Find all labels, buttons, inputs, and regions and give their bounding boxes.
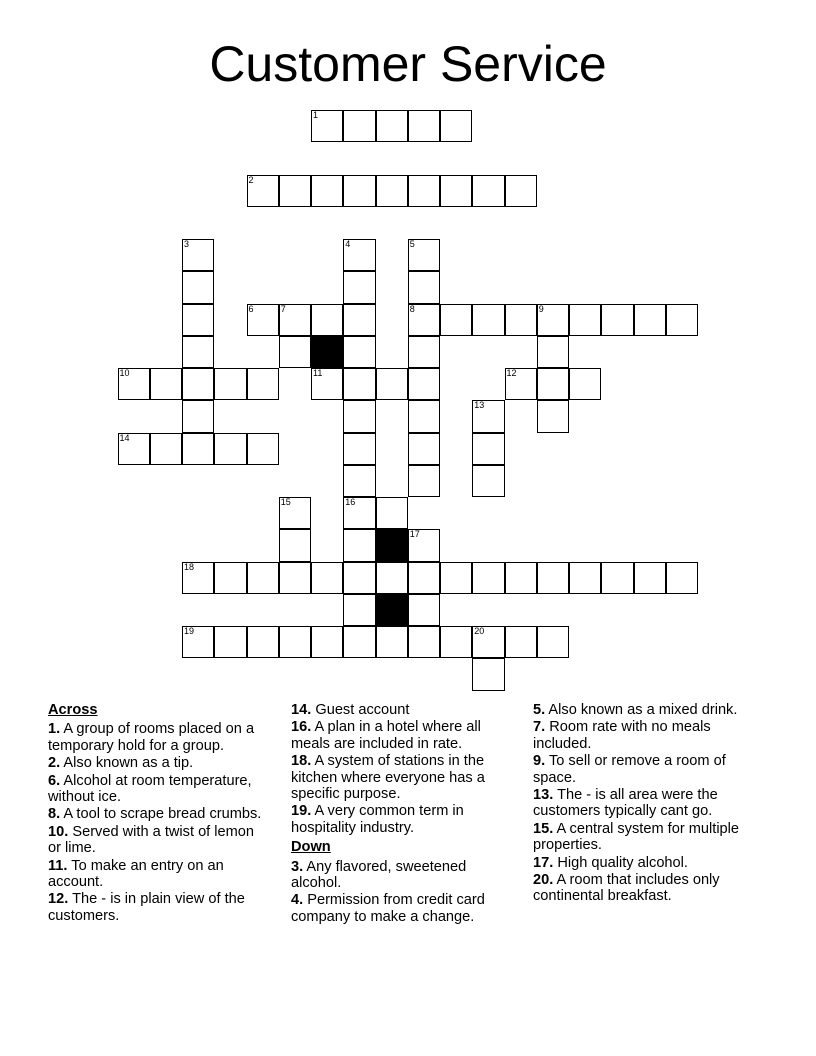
grid-cell-13[interactable] [472,400,504,432]
grid-cell-15[interactable] [279,497,311,529]
grid-cell[interactable] [182,304,214,336]
clue-number: 10. [48,823,69,840]
grid-cell[interactable] [182,433,214,465]
grid-cell[interactable] [505,562,537,594]
grid-cell[interactable] [537,562,569,594]
clue-text: High quality alcohol. [553,854,688,871]
clue-number-label: 20 [474,626,485,636]
grid-cell-20[interactable] [472,626,504,658]
clue-number-label: 12 [506,368,517,378]
clue-item [48,824,270,857]
clue-item [48,755,270,771]
clue-number-label: 1 [313,110,319,120]
clue-text: The - is in plain view of the customers. [48,891,245,924]
grid-cell[interactable] [311,626,343,658]
clue-number-label: 13 [474,400,485,411]
clue-number: 9. [533,753,546,770]
clue-text: Any flavored, sweetened alcohol. [291,858,467,892]
clue-number: 13. [533,787,554,804]
grid-cell-6[interactable] [247,304,279,336]
clue-number-label: 15 [280,497,291,507]
black-square [376,529,408,561]
clue-item [533,821,763,854]
clue-number-label: 19 [184,626,195,636]
clue-text: A system of stations in the kitchen where everyone has a specific purpose. [291,753,485,803]
grid-cell[interactable] [537,336,569,368]
clue-text: To make an entry on an account. [48,857,224,891]
grid-cell[interactable] [601,304,633,336]
clue-number: 20. [533,872,554,889]
grid-cell-5[interactable] [408,239,440,271]
grid-cell[interactable] [408,433,440,465]
grid-cell[interactable] [214,368,246,400]
clue-number-label: 10 [119,368,130,378]
clue-number: 3. [291,858,304,875]
grid-cell[interactable] [634,562,666,594]
grid-cell[interactable] [311,304,343,336]
clue-number-label: 2 [248,174,254,185]
clue-text: A plan in a hotel where all meals are included in rate. [291,719,481,752]
clue-item [291,753,513,802]
across-clue-list-continued [291,702,513,836]
grid-cell[interactable] [376,497,408,529]
grid-cell[interactable] [214,562,246,594]
grid-cell-9[interactable] [537,304,569,336]
grid-cell[interactable] [537,626,569,658]
grid-cell[interactable] [182,336,214,368]
clue-item [48,721,270,754]
grid-cell[interactable] [343,562,375,594]
clue-text: Room rate with no meals included. [533,719,711,752]
clue-text: The - is all area were the customers typically cant go. [533,787,718,820]
grid-cell[interactable] [569,368,601,400]
grid-cell[interactable] [343,271,375,303]
clue-text: A very common term in hospitality industry. [291,803,464,836]
grid-cell[interactable] [408,336,440,368]
clue-text: Also known as a tip. [60,755,194,772]
grid-cell[interactable] [440,626,472,658]
grid-cell[interactable] [343,529,375,561]
grid-cell[interactable] [408,562,440,594]
across-clue-list [48,721,270,924]
clue-number-label: 3 [184,239,190,249]
clue-number: 16. [291,719,312,736]
grid-cell[interactable] [214,433,246,465]
grid-cell[interactable] [472,465,504,497]
grid-cell-7[interactable] [279,304,311,336]
clue-number: 17. [533,854,554,871]
clue-number-label: 7 [280,303,286,314]
grid-cell[interactable] [666,304,698,336]
clue-text: A central system for multiple properties. [533,820,740,854]
clue-item [291,719,513,752]
grid-cell[interactable] [537,400,569,432]
clue-item [533,753,763,786]
grid-cell[interactable] [343,465,375,497]
clue-item [533,702,763,718]
grid-cell[interactable] [343,175,375,207]
grid-cell[interactable] [408,594,440,626]
clue-item [48,891,270,924]
grid-cell[interactable] [472,658,504,690]
grid-cell[interactable] [440,304,472,336]
clue-number: 8. [48,806,61,823]
clue-item [533,855,763,871]
grid-cell[interactable] [634,304,666,336]
clue-number: 5. [533,702,546,718]
grid-cell-16[interactable] [343,497,375,529]
grid-cell-8[interactable] [408,304,440,336]
grid-cell[interactable] [343,110,375,142]
clue-number: 7. [533,719,546,736]
grid-cell[interactable] [569,562,601,594]
grid-cell[interactable] [505,626,537,658]
clue-number-label: 5 [409,239,415,249]
grid-cell-10[interactable] [118,368,150,400]
grid-cell-1[interactable] [311,110,343,142]
grid-cell[interactable] [505,175,537,207]
clue-number: 19. [291,803,312,820]
black-square [311,336,343,368]
clue-text: A room that includes only continental breakfast. [533,872,720,905]
clue-number: 12. [48,891,69,908]
grid-cell-18[interactable] [182,562,214,594]
grid-cell[interactable] [214,626,246,658]
clue-item [48,773,270,806]
down-heading: Down [291,839,331,856]
grid-cell[interactable] [279,336,311,368]
clue-number: 18. [291,753,312,770]
grid-cell[interactable] [408,400,440,432]
clue-item [533,872,763,905]
grid-cell-3[interactable] [182,239,214,271]
across-heading: Across [48,702,98,718]
grid-cell[interactable] [343,433,375,465]
clue-item [291,892,513,925]
clue-number-label: 17 [409,529,420,540]
clue-item [533,719,763,752]
grid-cell[interactable] [440,562,472,594]
down-clue-list-continued [533,702,763,905]
grid-cell-12[interactable] [505,368,537,400]
clue-text: Alcohol at room temperature, without ice. [48,772,252,806]
grid-cell[interactable] [472,433,504,465]
clue-item [48,858,270,891]
puzzle-title: Customer Service [209,36,607,92]
clues-column-1 [48,702,270,925]
clue-number-label: 18 [184,561,195,572]
clue-number: 1. [48,721,61,738]
grid-cell-2[interactable] [247,175,279,207]
grid-cell[interactable] [472,175,504,207]
grid-cell[interactable] [472,562,504,594]
grid-cell[interactable] [408,271,440,303]
grid-cell[interactable] [376,110,408,142]
grid-cell-17[interactable] [408,529,440,561]
clue-text: Permission from credit card company to make a change. [291,892,485,925]
grid-cell[interactable] [343,336,375,368]
grid-cell[interactable] [440,175,472,207]
clue-number: 14. [291,702,312,718]
clue-item [291,803,513,836]
grid-cell-19[interactable] [182,626,214,658]
grid-cell[interactable] [182,400,214,432]
clue-number: 11. [48,857,68,874]
grid-cell[interactable] [279,175,311,207]
grid-cell[interactable] [182,368,214,400]
clue-number-label: 8 [409,303,415,314]
clue-number-label: 14 [119,432,130,443]
grid-cell[interactable] [408,175,440,207]
clue-item [533,787,763,820]
clue-text: A tool to scrape bread crumbs. [60,806,262,823]
clue-text: Guest account [311,702,410,718]
grid-cell[interactable] [279,529,311,561]
grid-cell[interactable] [408,110,440,142]
grid-cell[interactable] [601,562,633,594]
grid-cell[interactable] [472,304,504,336]
grid-cell[interactable] [408,465,440,497]
clue-number: 4. [291,892,304,909]
clue-number-label: 4 [345,239,351,249]
grid-cell[interactable] [247,433,279,465]
grid-cell[interactable] [505,304,537,336]
clue-item [48,806,270,822]
grid-cell-11[interactable] [311,368,343,400]
clue-text: A group of rooms placed on a temporary hold for a group. [48,721,255,754]
down-clue-list [291,859,513,926]
grid-cell-4[interactable] [343,239,375,271]
grid-cell[interactable] [343,400,375,432]
grid-cell[interactable] [182,271,214,303]
grid-cell[interactable] [247,562,279,594]
grid-cell[interactable] [537,368,569,400]
grid-cell[interactable] [311,175,343,207]
clue-number-label: 9 [538,303,544,314]
grid-cell[interactable] [343,626,375,658]
grid-cell[interactable] [247,626,279,658]
clues-column-2 [291,702,513,926]
clue-item [291,859,513,892]
grid-cell[interactable] [279,626,311,658]
clue-number: 15. [533,820,554,837]
clue-number-label: 6 [248,303,254,314]
clue-item [291,702,513,718]
grid-cell[interactable] [150,433,182,465]
grid-cell-14[interactable] [118,433,150,465]
grid-cell[interactable] [343,368,375,400]
grid-cell[interactable] [343,594,375,626]
grid-cell[interactable] [376,368,408,400]
grid-cell[interactable] [376,175,408,207]
grid-cell[interactable] [150,368,182,400]
grid-cell[interactable] [376,562,408,594]
grid-cell[interactable] [247,368,279,400]
clue-number: 6. [48,772,61,789]
clue-text: To sell or remove a room of space. [533,753,726,786]
grid-cell[interactable] [440,110,472,142]
clue-number: 2. [48,755,61,772]
grid-cell[interactable] [666,562,698,594]
clue-number-label: 11 [313,368,323,378]
clue-text: Served with a twist of lemon or lime. [48,823,255,857]
grid-cell[interactable] [279,562,311,594]
grid-cell[interactable] [343,304,375,336]
grid-cell[interactable] [569,304,601,336]
clues-column-3 [533,702,763,906]
grid-cell[interactable] [408,626,440,658]
grid-cell[interactable] [408,368,440,400]
clue-text: Also known as a mixed drink. [545,702,738,718]
grid-cell[interactable] [376,626,408,658]
clue-number-label: 16 [345,497,356,507]
grid-cell[interactable] [311,562,343,594]
black-square [376,594,408,626]
